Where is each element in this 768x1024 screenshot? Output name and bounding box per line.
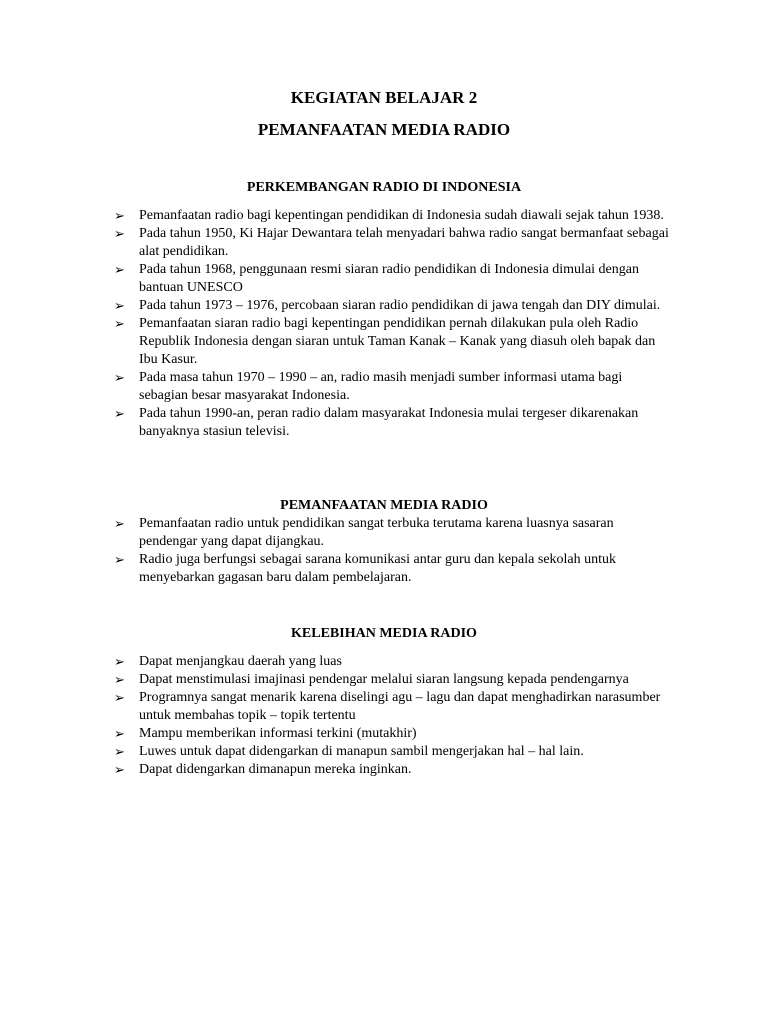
- arrow-bullet-icon: ➢: [114, 762, 125, 777]
- list-item-text: Dapat didengarkan dimanapun mereka inginkan.: [139, 762, 412, 777]
- list-item-text: Pada tahun 1968, penggunaan resmi siaran radio pendidikan di Indonesia dimulai dengan bantuan UNESCO: [139, 262, 639, 295]
- list-item-text: Pada tahun 1990-an, peran radio dalam masyarakat Indonesia mulai tergeser dikarenakan banyaknya stasiun televisi.: [139, 406, 639, 439]
- list-item-text: Dapat menjangkau daerah yang luas: [139, 654, 342, 669]
- arrow-bullet-icon: ➢: [114, 316, 125, 331]
- list-item: [114, 725, 674, 743]
- arrow-bullet-icon: ➢: [114, 516, 125, 531]
- list-item-text: Mampu memberikan informasi terkini (mutakhir): [139, 726, 417, 741]
- list-item-text: Dapat menstimulasi imajinasi pendengar melalui siaran langsung kepada pendengarnya: [139, 672, 629, 687]
- arrow-bullet-icon: ➢: [114, 226, 125, 241]
- section-heading-pemanfaatan: PEMANFAATAN MEDIA RADIO: [280, 498, 488, 513]
- list-item: [114, 405, 674, 441]
- arrow-bullet-icon: ➢: [114, 262, 125, 277]
- list-item: [114, 689, 674, 725]
- arrow-bullet-icon: ➢: [114, 690, 125, 705]
- arrow-bullet-icon: ➢: [114, 370, 125, 385]
- bullet-list-perkembangan: [114, 207, 674, 441]
- list-item: [114, 369, 674, 405]
- list-item-text: Luwes untuk dapat didengarkan di manapun sambil mengerjakan hal – hal lain.: [139, 744, 584, 759]
- list-item-text: Pada tahun 1973 – 1976, percobaan siaran radio pendidikan di jawa tengah dan DIY dimulai.: [139, 298, 661, 313]
- list-item: [114, 225, 674, 261]
- arrow-bullet-icon: ➢: [114, 552, 125, 567]
- list-item-text: Pemanfaatan radio untuk pendidikan sangat terbuka terutama karena luasnya sasaran pendengar yang dapat dijangkau.: [139, 516, 614, 549]
- list-item: [114, 671, 674, 689]
- arrow-bullet-icon: ➢: [114, 744, 125, 759]
- section-heading-kelebihan: KELEBIHAN MEDIA RADIO: [291, 626, 477, 641]
- arrow-bullet-icon: ➢: [114, 406, 125, 421]
- list-item-text: Programnya sangat menarik karena diselingi agu – lagu dan dapat menghadirkan narasumber untuk membahas topik – topik tertentu: [139, 690, 661, 723]
- list-item-text: Pada tahun 1950, Ki Hajar Dewantara telah menyadari bahwa radio sangat bermanfaat sebagai alat pendidikan.: [139, 226, 669, 259]
- list-item-text: Pemanfaatan radio bagi kepentingan pendidikan di Indonesia sudah diawali sejak tahun 1938.: [139, 208, 664, 223]
- bullet-list-kelebihan: [114, 653, 674, 779]
- list-item: [114, 207, 674, 225]
- list-item: [114, 761, 674, 779]
- list-item: [114, 261, 674, 297]
- arrow-bullet-icon: ➢: [114, 726, 125, 741]
- list-item: [114, 315, 674, 369]
- list-item-text: Radio juga berfungsi sebagai sarana komunikasi antar guru dan kepala sekolah untuk menyebarkan gagasan baru dalam pembelajaran.: [139, 552, 617, 585]
- arrow-bullet-icon: ➢: [114, 654, 125, 669]
- list-item-text: Pada masa tahun 1970 – 1990 – an, radio masih menjadi sumber informasi utama bagi sebagian besar masyarakat Indonesia.: [139, 370, 623, 403]
- list-item: [114, 515, 674, 551]
- page-title: KEGIATAN BELAJAR 2: [290, 88, 478, 107]
- arrow-bullet-icon: ➢: [114, 298, 125, 313]
- section-heading-perkembangan: PERKEMBANGAN RADIO DI INDONESIA: [246, 180, 522, 195]
- arrow-bullet-icon: ➢: [114, 208, 125, 223]
- page-subtitle: PEMANFAATAN MEDIA RADIO: [257, 120, 511, 139]
- list-item: [114, 551, 674, 587]
- bullet-list-pemanfaatan: [114, 515, 674, 587]
- arrow-bullet-icon: ➢: [114, 672, 125, 687]
- list-item: [114, 743, 674, 761]
- list-item-text: Pemanfaatan siaran radio bagi kepentingan pendidikan pernah dilakukan pula oleh Radio Republik Indonesia dengan siaran untuk Taman Kanak – Kanak yang diasuh oleh bapak dan Ibu Kasur.: [139, 316, 656, 367]
- list-item: [114, 297, 674, 315]
- list-item: [114, 653, 674, 671]
